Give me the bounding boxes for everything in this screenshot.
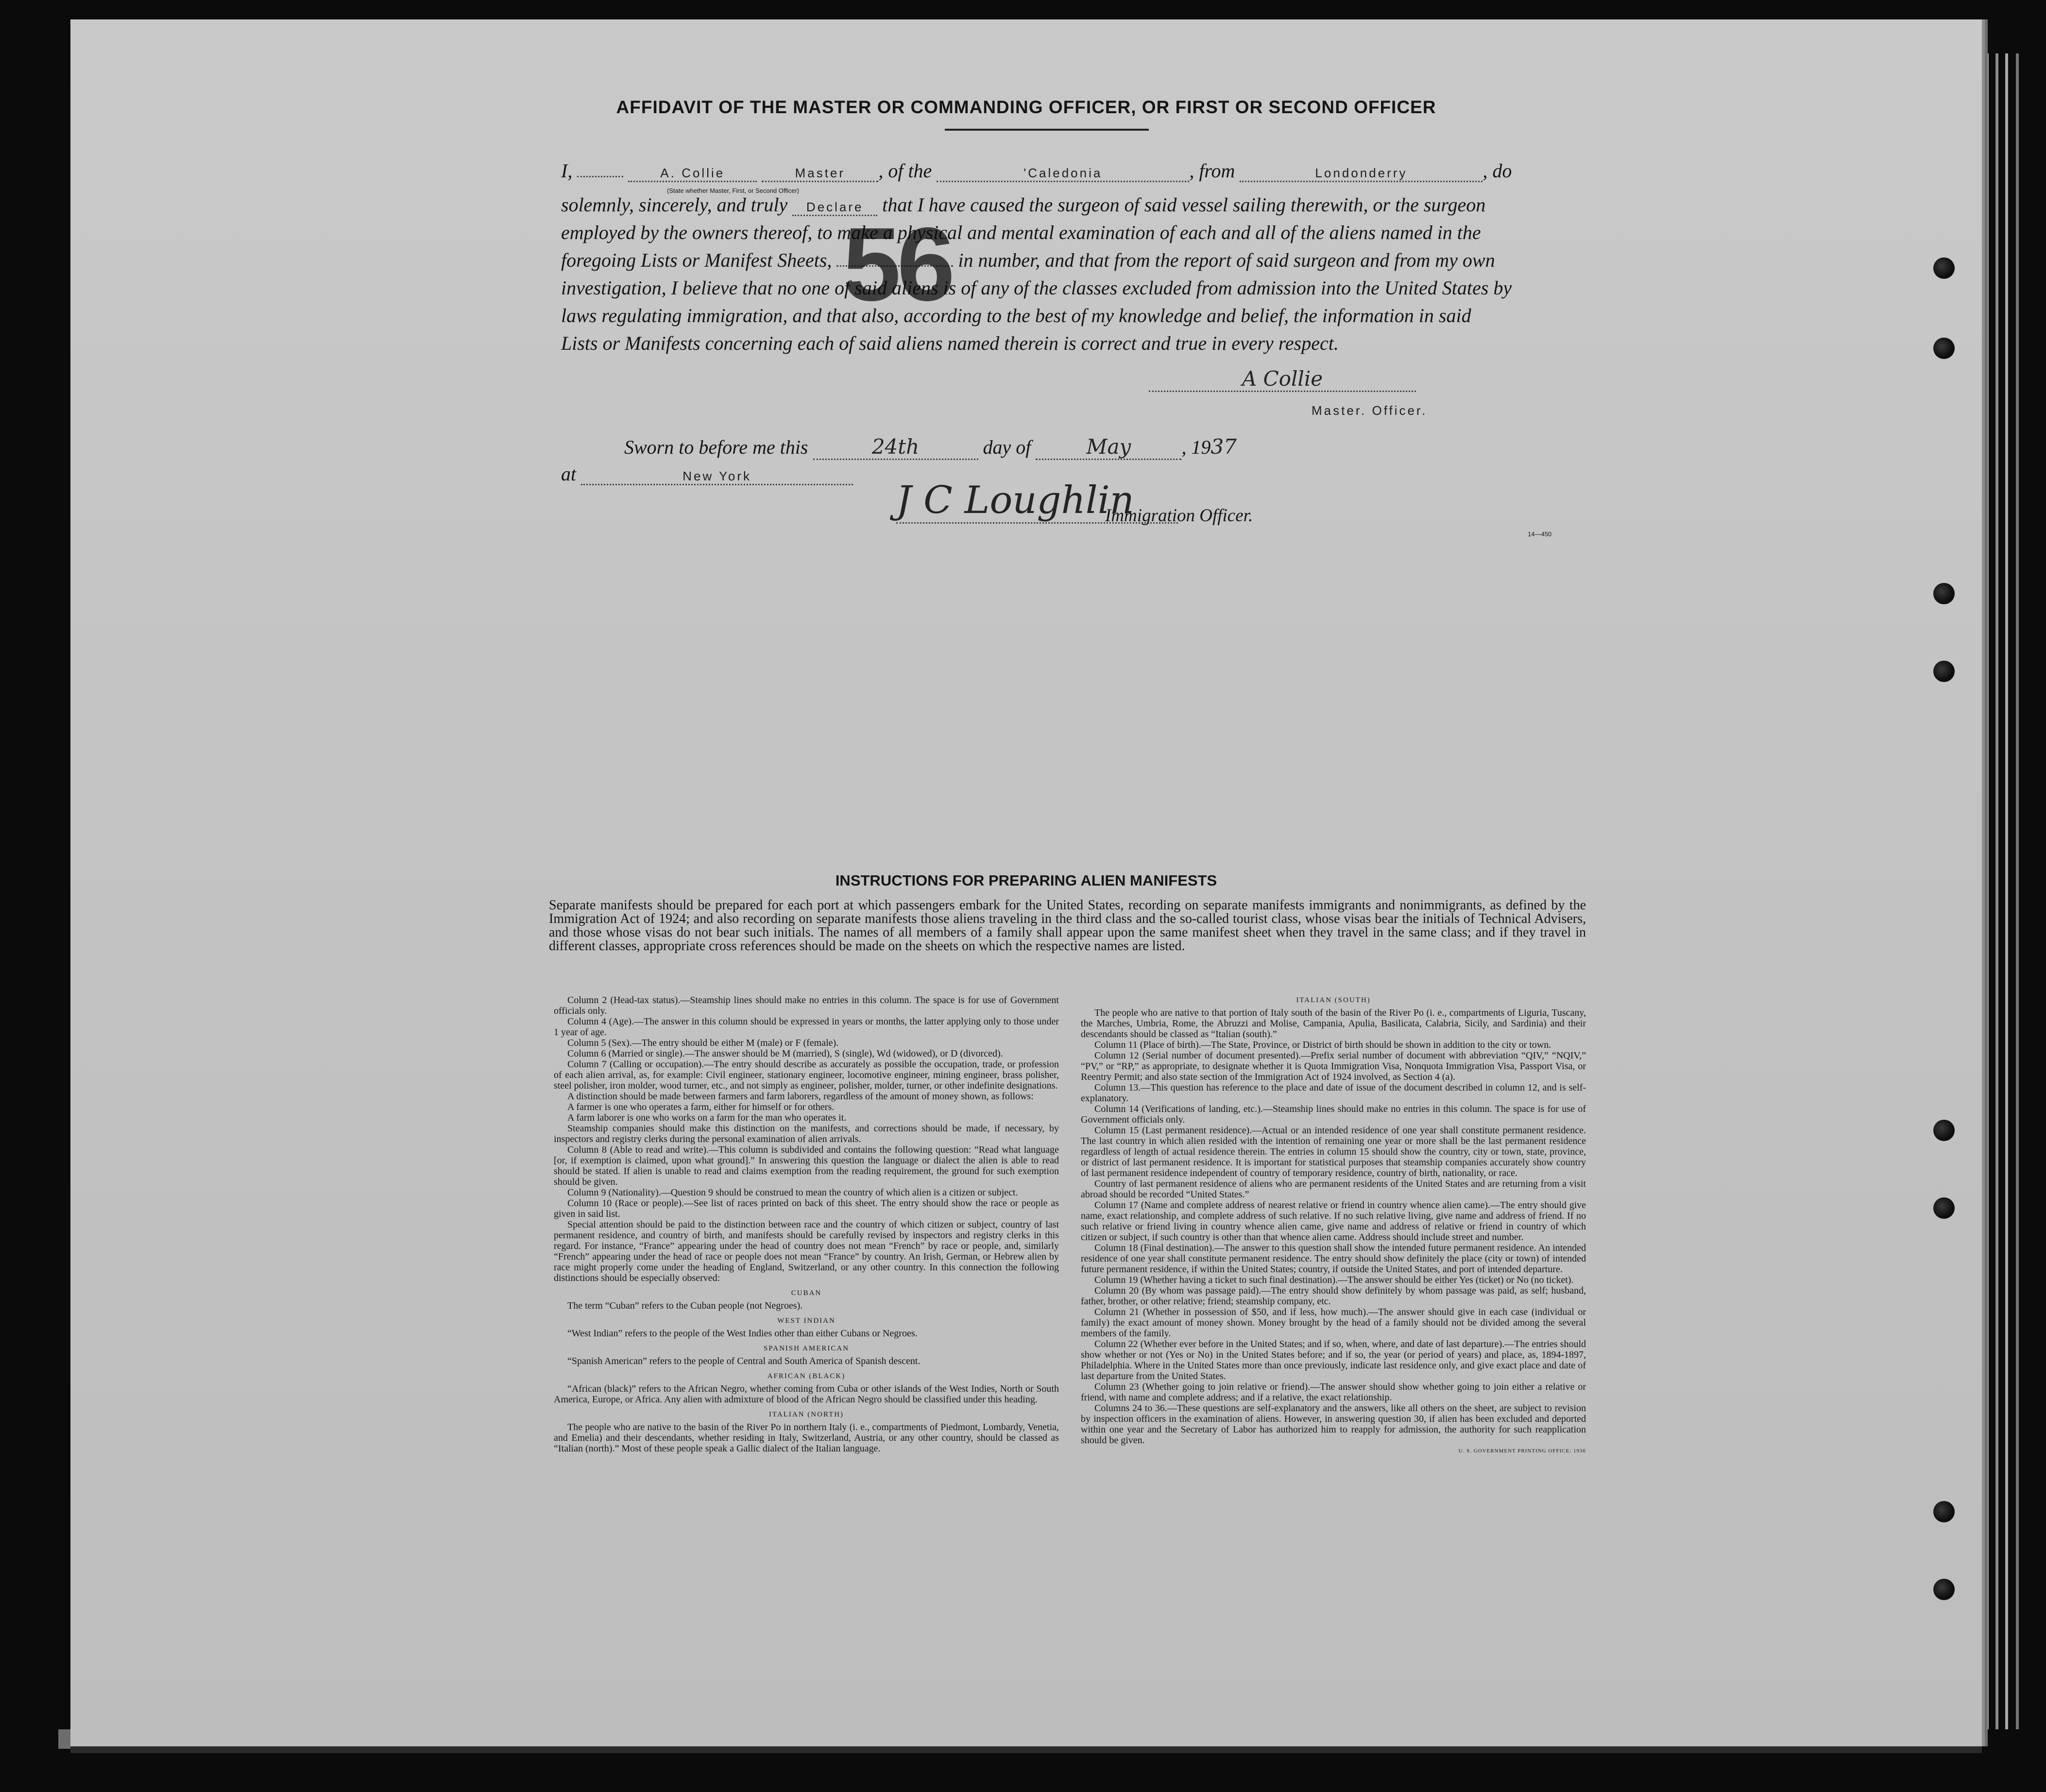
paragraph: Steamship companies should make this distinction on the manifests, and corrections should be made, if necessary, by inspectors and registry clerks during the personal examination of alien arrivals. — [554, 1123, 1059, 1144]
signer-title: Master. Officer. — [1312, 403, 1428, 418]
paragraph: Country of last permanent residence of aliens who are permanent residents of the United States and are returning from a visit abroad should be recorded “United States.” — [1081, 1178, 1586, 1200]
affidavit-line-2 — [561, 193, 1485, 216]
binder-hole — [1933, 1579, 1955, 1600]
title-rule — [945, 129, 1149, 131]
affidavit-line-6: laws regulating immigration, and that also, according to the best of my knowledge and belief, the information in said — [561, 305, 1471, 326]
master-name: A. Collie — [628, 166, 757, 182]
section-heading: AFRICAN (BLACK) — [767, 1372, 846, 1380]
section-heading: WEST INDIAN — [777, 1317, 835, 1325]
paragraph: Column 15 (Last permanent residence).—Actual or an intended residence of one year shall constitute permanent residence. The last country in which alien resided with the intention of remaining one year or more shall be the last permanent residence regardless of length of actual residence therein. The entries in column 15 should show the country, city or town, state, province, or district of last permanent residence. It is important for statistical purposes that steamship companies accurately show country of last permanent residence independent of country of temporary residence, country of birth, nationality, or race. — [1081, 1125, 1586, 1178]
text: I, — [561, 160, 573, 182]
instructions-title: INSTRUCTIONS FOR PREPARING ALIEN MANIFESTS — [835, 872, 1217, 889]
paragraph: Column 14 (Verifications of landing, etc.).—Steamship lines should make no entries in this column. The space is for use of Government officials only. — [1081, 1104, 1586, 1125]
paragraph: Column 18 (Final destination).—The answer to this question shall show the intended future permanent residence. An intended residence of one year shall constitute permanent residence. The entry should show definitely the place (city or town) of intended future permanent residence, if within the United States; country, if outside the United States, and port of intended departure. — [1081, 1243, 1586, 1275]
text: Sworn to before me this — [624, 436, 808, 458]
text: , of the — [878, 160, 932, 182]
text: in number, and that from the report of said surgeon and from my own — [958, 249, 1495, 271]
paragraph: “African (black)” refers to the African Negro, whether coming from Cuba or other islands of the West Indies, North or South America, Europe, or Africa. Any alien with admixture of blood of the African Negro should be classified under this heading. — [554, 1383, 1059, 1405]
paragraph: Column 21 (Whether in possession of $50, and if less, how much).—The answer should give in each case (individual or family) the exact amount of money shown. Money brought by the head of a family should not be divided among the several members of the family. — [1081, 1307, 1586, 1339]
text: at — [561, 463, 577, 485]
paragraph: Column 11 (Place of birth).—The State, Province, or District of birth should be shown in addition to the city or town. — [1094, 1040, 1552, 1050]
affidavit-line-5: investigation, I believe that no one of said aliens is of any of the classes excluded from admission into the United States by — [561, 277, 1512, 299]
immigration-officer-signature: J C Loughlin — [896, 478, 1178, 524]
binder-hole — [1933, 257, 1955, 279]
paragraph: Columns 24 to 36.—These questions are self-explanatory and the answers, like all others on the sheet, are subject to revision by inspection officers in the examination of aliens. However, in answering question 30, if alien has been excluded and deported within one year and the Secretary of Labor has authorized him to reapply for admission, the authority for such reapplication should be given. — [1081, 1403, 1586, 1446]
sworn-line — [624, 435, 1237, 460]
affidavit-line-4 — [561, 249, 1495, 272]
affidavit-line-7: Lists or Manifests concerning each of said aliens named therein is correct and true in every respect. — [561, 332, 1339, 354]
manifest-number-stamp: 56 — [843, 205, 952, 323]
printing-office-imprint: U. S. GOVERNMENT PRINTING OFFICE: 1936 — [1458, 1448, 1586, 1454]
affidavit-line-1 — [561, 159, 1512, 182]
text: , 19 — [1181, 436, 1211, 458]
departure-port: Londonderry — [1240, 166, 1483, 182]
declare-word: Declare — [792, 200, 877, 216]
text: , from — [1189, 160, 1235, 182]
paragraph: Column 13.—This question has reference to the place and date of issue of the document described in column 12, and is self-explanatory. — [1081, 1082, 1586, 1104]
sworn-year: 37 — [1211, 435, 1237, 459]
sworn-day: 24th — [813, 435, 978, 460]
binder-hole — [1933, 338, 1955, 359]
binder-hole — [1933, 1197, 1955, 1219]
ledger-edge — [1982, 53, 2026, 1729]
instructions-right-column — [1081, 995, 1586, 1456]
section-heading: ITALIAN (NORTH) — [768, 1411, 844, 1418]
paragraph: Column 22 (Whether ever before in the United States; and if so, when, where, and date of last departure).—The entries should show whether or not (Yes or No) in the United States before; and if so, the year (or period of years) and place, as, 1894-1897, Philadelphia. Where in the United States more than once previously, indicate last residence only, and give exact place and date of last departure from the United States. — [1081, 1339, 1586, 1382]
paragraph: A farm laborer is one who works on a farm for the man who operates it. — [567, 1112, 847, 1123]
paragraph: Special attention should be paid to the distinction between race and the country of which citizen or subject, country of last permanent residence, and country of birth, and manifests should be carefully revised by inspectors and registry clerks in this regard. For instance, “France” appearing under the head of country does not mean “French” by race or people, and, similarly “French” appearing under the head of race or people does not mean “France” by country. An Irish, German, or Hebrew alien by race might properly come under the heading of England, Switzerland, or any other country. In this connection the following distinctions should be especially observed: — [554, 1219, 1059, 1283]
master-signature: A Collie — [1149, 367, 1416, 392]
paragraph: A distinction should be made between farmers and farm laborers, regardless of the amount of money shown, as follows: — [567, 1091, 1034, 1102]
paragraph: Column 9 (Nationality).—Question 9 should be construed to mean the country of which alien is a citizen or subject. — [567, 1187, 1018, 1198]
rank-note: (State whether Master, First, or Second Officer) — [667, 187, 800, 194]
paragraph: Column 4 (Age).—The answer in this column should be expressed in years or months, the latter applying only to those under 1 year of age. — [554, 1016, 1059, 1038]
text: that I have caused the surgeon of said vessel sailing therewith, or the surgeon — [882, 194, 1486, 216]
paragraph: The term “Cuban” refers to the Cuban people (not Negroes). — [567, 1300, 803, 1311]
sworn-month: May — [1036, 435, 1181, 460]
instructions-left-column — [554, 995, 1059, 1454]
paragraph: Column 5 (Sex).—The entry should be either M (male) or F (female). — [567, 1038, 839, 1048]
text: day of — [983, 436, 1031, 458]
paragraph: The people who are native to that portion of Italy south of the basin of the River Po (i. e., compartments of Liguria, Tuscany, the Marches, Umbria, Rome, the Abruzzi and Molise, Campania, Apulia, Basilicata, Calabria, Sicily, and Sardinia) and their descendants should be classed as “Italian (south).” — [1081, 1007, 1586, 1040]
paragraph: Column 2 (Head-tax status).—Steamship lines should make no entries in this column. The space is for use of Government officials only. — [554, 995, 1059, 1016]
paragraph: Column 23 (Whether going to join relative or friend).—The answer should show whether going to join either a relative or friend, with name and complete address; and if a relative, the exact relationship. — [1081, 1382, 1586, 1403]
instructions-intro: Separate manifests should be prepared for each port at which passengers embark for the United States, recording on separate manifests immigrants and nonimmigrants, as defined by the Immigration Act of 1924; and also recording on separate manifests those aliens traveling in the third class and the so-called tourist class, whose visas bear the initials of Technical Advisers, and those whose visas do not bear such initials. The names of all members of a family shall appear upon the same manifest sheet when they travel in the same class; and if they travel in different classes, appropriate cross references should be made on the sheets on which the respective names are listed. — [549, 898, 1586, 954]
paragraph: Column 10 (Race or people).—See list of races printed on back of this sheet. The entry should show the race or people as given in said list. — [554, 1198, 1059, 1219]
sworn-place-line — [561, 462, 853, 485]
section-heading: ITALIAN (SOUTH) — [1296, 996, 1371, 1004]
paragraph: Column 6 (Married or single).—The answer should be M (married), S (single), Wd (widowed), or D (divorced). — [567, 1048, 1003, 1059]
binder-hole — [1933, 1120, 1955, 1141]
paragraph: Column 17 (Name and complete address of nearest relative or friend in country whence alien came).—The entry should give name, exact relationship, and complete address of such relative. If no such relative living, give name and address of friend. If no such relative or friend living in country whence alien came, give name and address of relative or friend in country of which citizen or subject, if such country is other than that whence alien came. Address should include street and number. — [1081, 1200, 1586, 1243]
paragraph: Column 7 (Calling or occupation).—The entry should describe as accurately as possible the occupation, trade, or profession of each alien arrival, as, for example: Civil engineer, stationary engineer, locomotive engineer, mining engineer, brass polisher, steel polisher, iron molder, wood turner, etc., and not simply as engineer, polisher, molder, turner, or other indefinite designations. — [554, 1059, 1059, 1091]
paragraph: “Spanish American” refers to the people of Central and South America of Spanish descent. — [567, 1356, 921, 1366]
text: foregoing Lists or Manifest Sheets, — [561, 249, 832, 271]
binder-hole — [1933, 1501, 1955, 1522]
affidavit-line-3: employed by the owners thereof, to make a physical and mental examination of each and all of the aliens named in the — [561, 222, 1481, 243]
form-number: 14—450 — [1528, 530, 1552, 538]
paragraph: Column 20 (By whom was passage paid).—The entry should show definitely by whom passage was paid, as self; husband, father, brother, or other relative; friend; steamship company, etc. — [1081, 1285, 1586, 1307]
officer-title: Immigration Officer. — [1105, 506, 1253, 526]
paragraph: A farmer is one who operates a farm, either for himself or for others. — [567, 1102, 835, 1112]
section-heading: CUBAN — [791, 1289, 822, 1297]
text: , do — [1483, 160, 1512, 182]
binder-hole — [1933, 583, 1955, 604]
vessel-name: 'Caledonia — [937, 166, 1189, 182]
paragraph: Column 19 (Whether having a ticket to such final destination).—The answer should be either Yes (ticket) or No (no ticket). — [1094, 1275, 1574, 1285]
manifest-page — [70, 19, 1982, 1746]
section-heading: SPANISH AMERICAN — [763, 1345, 850, 1352]
paragraph: Column 12 (Serial number of document presented).—Prefix serial number of document with abbreviation “QIV,” “NQIV,” “PV,” or “RP,” as appropriate, to designate whether it is Quota Immigration Visa, Nonquota Immigration Visa, Passport Visa, or Reentry Permit; and also state section of the Immigration Act of 1924 involved, as Section 4 (a). — [1081, 1050, 1586, 1082]
binder-hole — [1933, 661, 1955, 682]
affidavit-title: AFFIDAVIT OF THE MASTER OR COMMANDING OFFICER, OR FIRST OR SECOND OFFICER — [616, 97, 1436, 117]
paragraph: “West Indian” refers to the people of the West Indies other than either Cubans or Negroes. — [567, 1328, 918, 1339]
paragraph: The people who are native to the basin of the River Po in northern Italy (i. e., compartments of Piedmont, Lombardy, Venetia, and Emelia) and their descendants, whether residing in Italy, Switzerland, Austria, or any other country, should be classed as “Italian (north).” Most of these people speak a Gallic dialect of the Italian language. — [554, 1422, 1059, 1454]
paragraph: Column 8 (Able to read and write).—This column is subdivided and contains the following question: “Read what language [or, if exemption is claimed, upon what ground].” In answering this question the language or dialect the alien is able to read should be stated. If alien is unable to read and claims exemption from the reading requirement, the ground for such exemption should be given. — [554, 1144, 1059, 1187]
sworn-place: New York — [581, 469, 853, 485]
text: solemnly, sincerely, and truly — [561, 194, 788, 216]
master-rank: Master — [762, 166, 878, 182]
